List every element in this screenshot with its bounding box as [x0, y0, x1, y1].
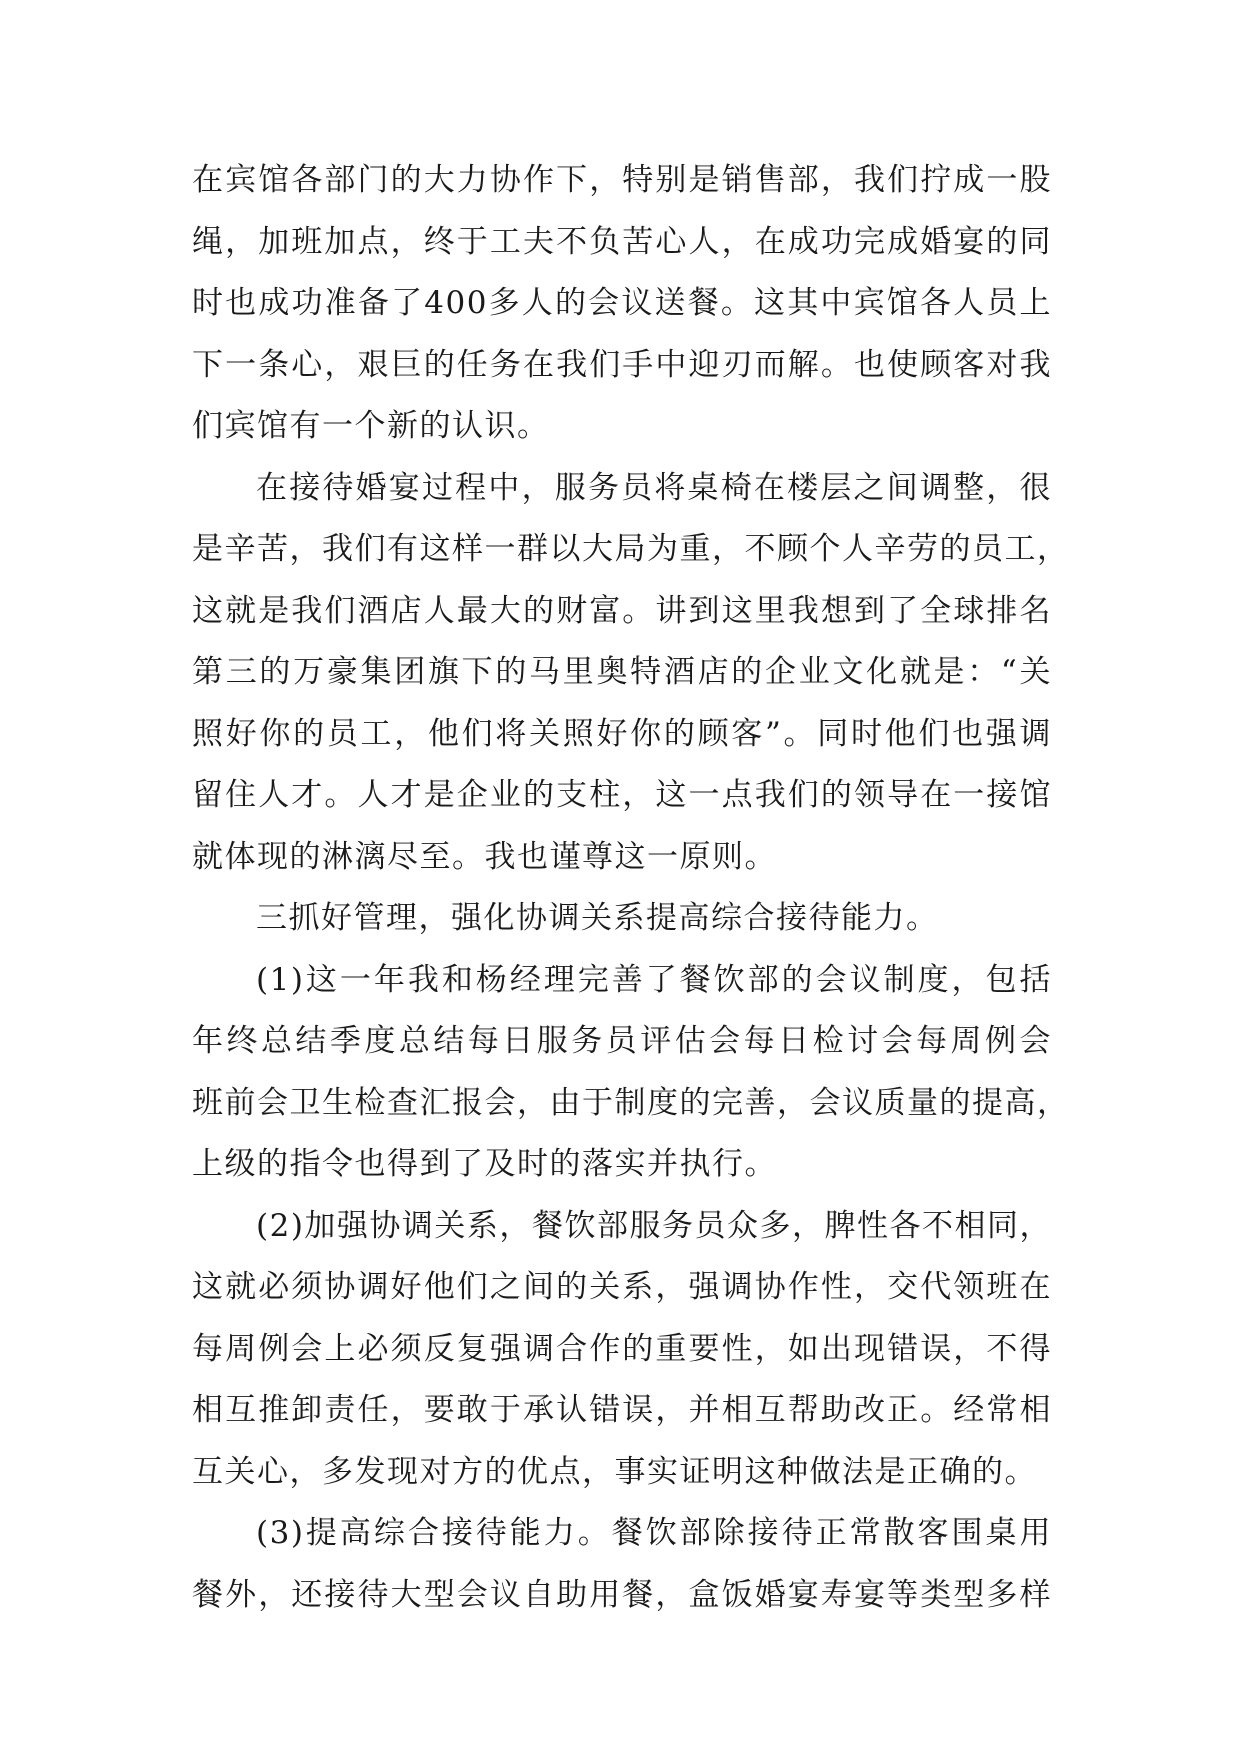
text-line: 年终总结季度总结每日服务员评估会每日检讨会每周例会: [192, 1023, 1052, 1059]
document-body: [192, 150, 1070, 1626]
text-line: 相互推卸责任，要敢于承认错误，并相互帮助改正。经常相: [192, 1392, 1052, 1428]
text-line: 绳，加班加点，终于工夫不负苦心人，在成功完成婚宴的同: [192, 223, 1052, 260]
text-line: 第三的万豪集团旗下的马里奥特酒店的企业文化就是：“关: [192, 654, 1052, 690]
paragraph-first-line: 在接待婚宴过程中，服务员将桌椅在楼层之间调整，很: [256, 469, 1052, 506]
text-line: 就体现的淋漓尽至。我也谨尊这一原则。: [192, 838, 777, 875]
text-line: 照好你的员工，他们将关照好你的顾客”。同时他们也强调: [192, 715, 1052, 752]
text-line: 们宾馆有一个新的认识。: [192, 408, 550, 444]
text-line: 上级的指令也得到了及时的落实并执行。: [192, 1146, 777, 1182]
text-line: 这就是我们酒店人最大的财富。讲到这里我想到了全球排名: [192, 592, 1052, 629]
text-line: 时也成功准备了400多人的会议送餐。这其中宾馆各人员上: [192, 285, 1052, 321]
section-heading: 三抓好管理，强化协调关系提高综合接待能力。: [256, 900, 939, 936]
text-line: 留住人才。人才是企业的支柱，这一点我们的领导在一接馆: [192, 777, 1052, 813]
paragraph-first-line: (1)这一年我和杨经理完善了餐饮部的会议制度，包括: [256, 961, 1052, 998]
text-line: 餐外，还接待大型会议自助用餐，盒饭婚宴寿宴等类型多样: [192, 1576, 1052, 1613]
text-line: 这就必须协调好他们之间的关系，强调协作性，交代领班在: [192, 1269, 1052, 1305]
text-line: 在宾馆各部门的大力协作下，特别是销售部，我们拧成一股: [192, 162, 1052, 198]
text-line: 每周例会上必须反复强调合作的重要性，如出现错误，不得: [192, 1330, 1052, 1367]
paragraph-first-line: (2)加强协调关系，餐饮部服务员众多，脾性各不相同，: [256, 1207, 1052, 1244]
paragraph-first-line: (3)提高综合接待能力。餐饮部除接待正常散客围桌用: [256, 1515, 1052, 1551]
text-line: 班前会卫生检查汇报会，由于制度的完善，会议质量的提高，: [192, 1084, 1070, 1121]
text-line: 互关心，多发现对方的优点，事实证明这种做法是正确的。: [192, 1453, 1037, 1490]
text-line: 下一条心，艰巨的任务在我们手中迎刃而解。也使顾客对我: [192, 346, 1052, 383]
text-line: 是辛苦，我们有这样一群以大局为重，不顾个人辛劳的员工，: [192, 531, 1070, 567]
